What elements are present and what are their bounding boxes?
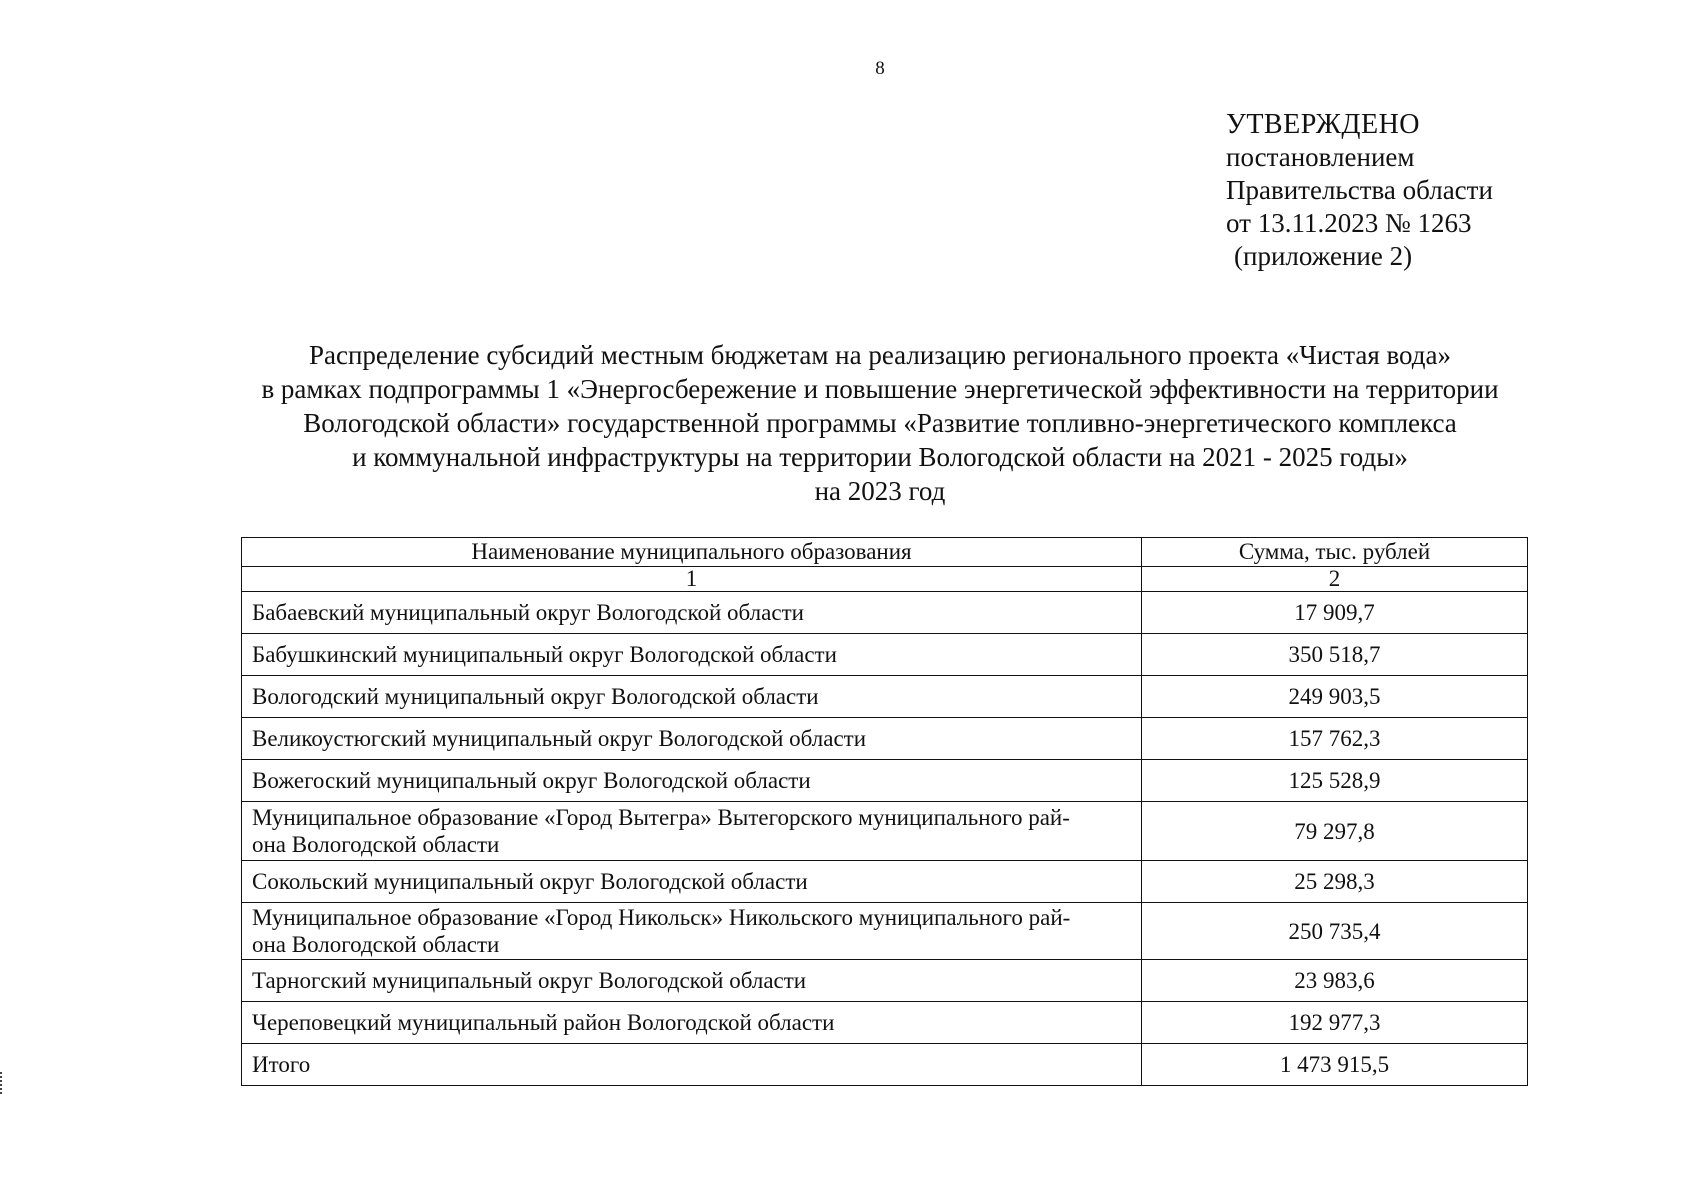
table-row bbox=[242, 903, 1528, 960]
approval-line: постановлением bbox=[1226, 142, 1415, 172]
title-line: на 2023 год bbox=[814, 476, 946, 506]
table-row bbox=[242, 1002, 1528, 1044]
table-row bbox=[242, 634, 1528, 676]
title-line: и коммунальной инфраструктуры на территории Вологодской области на 2021 - 2025 годы» bbox=[352, 442, 1408, 472]
subsidy-sum: 25 298,3 bbox=[1142, 861, 1528, 903]
subsidy-sum: 350 518,7 bbox=[1142, 634, 1528, 676]
approved-heading: УТВЕРЖДЕНО bbox=[1226, 109, 1421, 140]
municipality-name: Вожегоский муниципальный округ Вологодской области bbox=[242, 760, 1142, 802]
title-line: в рамках подпрограммы 1 «Энергосбережение и повышение энергетической эффективности на территории bbox=[261, 374, 1499, 404]
municipality-name: Вологодский муниципальный округ Вологодской области bbox=[242, 676, 1142, 718]
table-row bbox=[242, 592, 1528, 634]
municipality-name bbox=[242, 903, 1142, 960]
municipality-name: Сокольский муниципальный округ Вологодской области bbox=[242, 861, 1142, 903]
column-number: 2 bbox=[1142, 567, 1528, 592]
approval-stamp bbox=[1226, 108, 1493, 273]
subsidy-sum: 79 297,8 bbox=[1142, 802, 1528, 861]
title-line: Вологодской области» государственной программы «Развитие топливно-энергетического комплекса bbox=[303, 408, 1457, 438]
approval-line: Правительства области bbox=[1226, 175, 1493, 205]
table-row bbox=[242, 861, 1528, 903]
table-row bbox=[242, 676, 1528, 718]
name-line: она Вологодской области bbox=[252, 832, 500, 857]
subsidy-sum: 125 528,9 bbox=[1142, 760, 1528, 802]
column-number: 1 bbox=[242, 567, 1142, 592]
table-row bbox=[242, 960, 1528, 1002]
table-total-row bbox=[242, 1044, 1528, 1086]
approval-date-number: от 13.11.2023 № 1263 bbox=[1226, 208, 1472, 238]
name-line: Муниципальное образование «Город Вытегра» Вытегорского муниципального рай- bbox=[252, 805, 1070, 830]
subsidy-sum: 192 977,3 bbox=[1142, 1002, 1528, 1044]
table-row bbox=[242, 718, 1528, 760]
subsidy-sum: 23 983,6 bbox=[1142, 960, 1528, 1002]
appendix-label: (приложение 2) bbox=[1234, 241, 1413, 271]
municipality-name: Череповецкий муниципальный район Вологодской области bbox=[242, 1002, 1142, 1044]
total-sum: 1 473 915,5 bbox=[1142, 1044, 1528, 1086]
scan-margin-mark bbox=[0, 1072, 5, 1094]
subsidy-sum: 17 909,7 bbox=[1142, 592, 1528, 634]
name-line: Муниципальное образование «Город Никольск» Никольского муниципального рай- bbox=[252, 905, 1071, 930]
document-title bbox=[180, 338, 1580, 508]
column-number-row bbox=[242, 567, 1528, 592]
page-number: 8 bbox=[875, 58, 885, 79]
table-row bbox=[242, 802, 1528, 861]
municipality-name bbox=[242, 802, 1142, 861]
table-header-row bbox=[242, 538, 1528, 567]
municipality-name: Тарногский муниципальный округ Вологодской области bbox=[242, 960, 1142, 1002]
total-label: Итого bbox=[242, 1044, 1142, 1086]
subsidy-sum: 249 903,5 bbox=[1142, 676, 1528, 718]
subsidy-sum: 250 735,4 bbox=[1142, 903, 1528, 960]
title-line: Распределение субсидий местным бюджетам на реализацию регионального проекта «Чистая вода» bbox=[309, 340, 1451, 370]
subsidy-table bbox=[241, 537, 1528, 1086]
name-line: она Вологодской области bbox=[252, 932, 500, 957]
municipality-name: Бабушкинский муниципальный округ Вологодской области bbox=[242, 634, 1142, 676]
municipality-name: Великоустюгский муниципальный округ Вологодской области bbox=[242, 718, 1142, 760]
municipality-name: Бабаевский муниципальный округ Вологодской области bbox=[242, 592, 1142, 634]
header-sum: Сумма, тыс. рублей bbox=[1142, 538, 1528, 567]
subsidy-sum: 157 762,3 bbox=[1142, 718, 1528, 760]
table-row bbox=[242, 760, 1528, 802]
header-name: Наименование муниципального образования bbox=[242, 538, 1142, 567]
